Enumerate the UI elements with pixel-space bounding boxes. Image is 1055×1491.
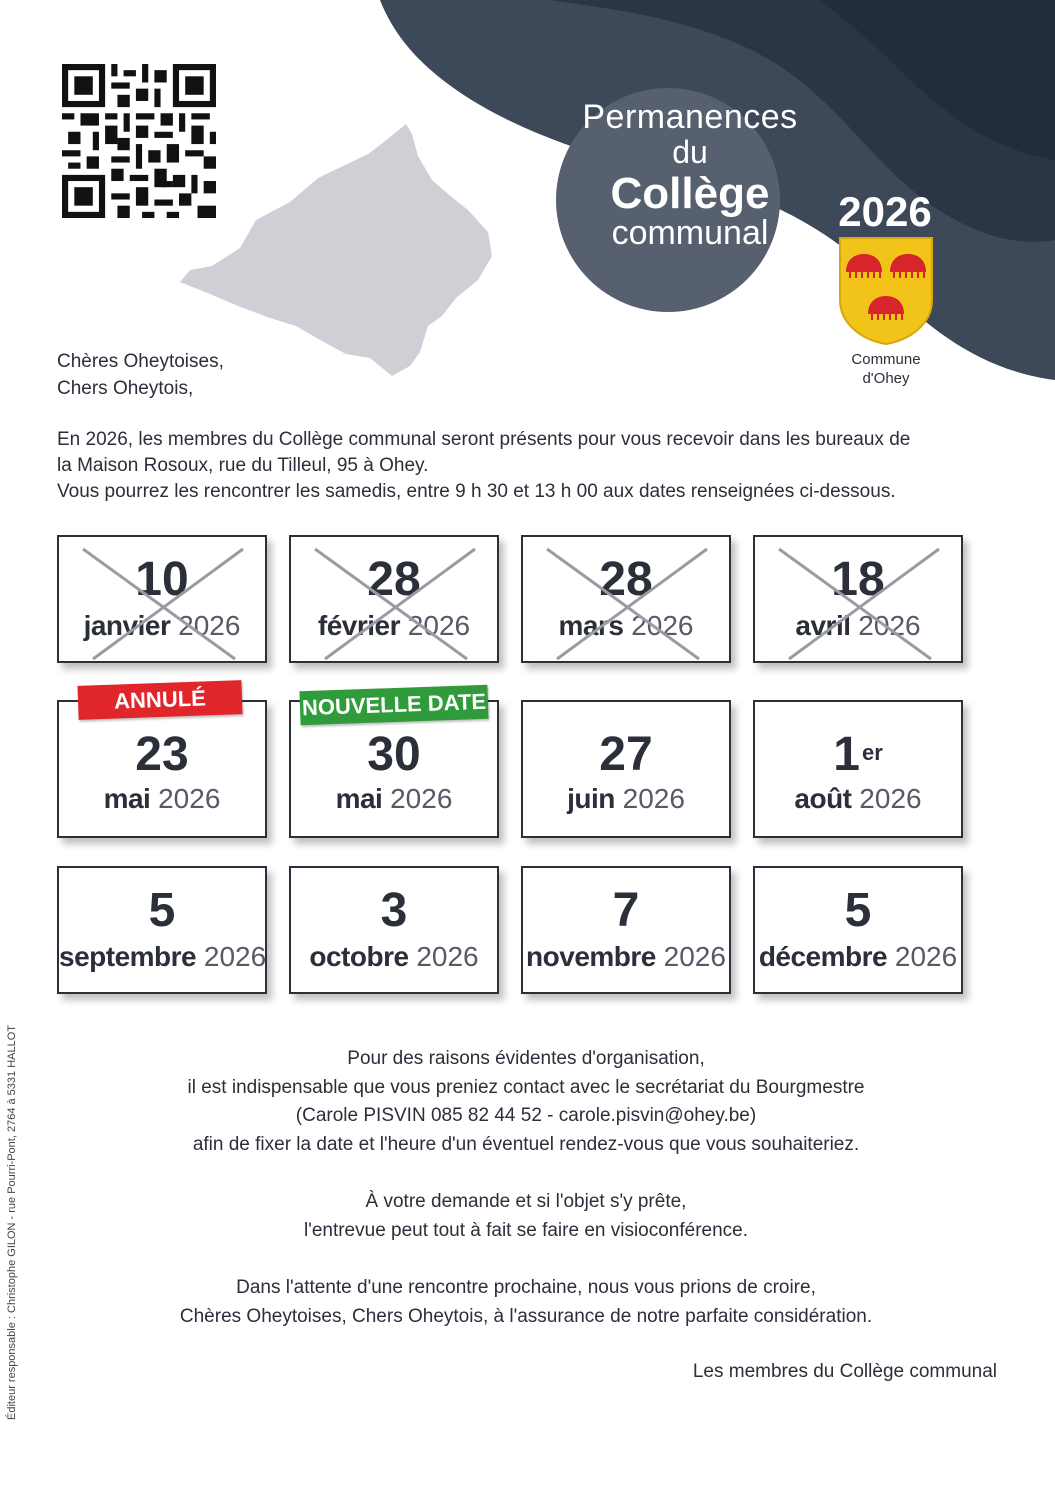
closing-paragraph-contact — [100, 1045, 952, 1159]
greeting-line1: Chères Oheytoises, — [57, 351, 224, 372]
date-day: 10 — [135, 553, 189, 606]
date-year: 2026 — [407, 610, 471, 641]
closing-line: l'entrevue peut tout à fait se faire en visioconférence. — [303, 1219, 749, 1241]
date-month-line — [523, 940, 729, 974]
date-month: septembre — [59, 941, 197, 972]
date-year: 2026 — [663, 941, 726, 972]
date-month-line — [59, 782, 265, 816]
date-month: octobre — [309, 941, 409, 972]
closing-paragraph-salutation — [100, 1274, 952, 1331]
title-line-du: du — [672, 134, 708, 170]
contact-line[interactable]: (Carole PISVIN 085 82 44 52 - carole.pisvin@ohey.be) — [295, 1105, 757, 1126]
cancelled-cross-icon — [755, 537, 961, 661]
date-card — [521, 866, 731, 994]
date-day: 23 — [135, 728, 189, 781]
closing-text — [100, 1045, 952, 1360]
date-month-line — [523, 782, 729, 816]
date-month: février — [317, 610, 401, 641]
closing-line: Chères Oheytoises, Chers Oheytois, à l'assurance de notre parfaite considération. — [179, 1305, 873, 1327]
date-day: 5 — [844, 884, 872, 937]
closing-line: il est indispensable que vous preniez contact avec le secrétariat du Bourgmestre — [187, 1076, 865, 1098]
date-month-line — [755, 782, 961, 816]
cancelled-cross-icon — [291, 537, 497, 661]
date-card — [753, 700, 963, 838]
date-year: 2026 — [416, 941, 479, 972]
date-year: 2026 — [858, 610, 921, 641]
cancelled-badge: ANNULÉ — [77, 680, 242, 720]
date-card — [753, 535, 963, 663]
cancelled-cross-icon — [523, 537, 729, 661]
date-day: 3 — [380, 884, 408, 937]
date-day: 30 — [367, 728, 421, 781]
new-date-badge: NOUVELLE DATE — [299, 685, 488, 726]
commune-label-line2: d'Ohey — [862, 370, 910, 387]
title-line-college: Collège — [610, 169, 770, 218]
date-day: 28 — [599, 553, 653, 606]
commune-label — [830, 350, 942, 388]
date-card — [521, 535, 731, 663]
date-card — [753, 866, 963, 994]
date-year: 2026 — [178, 610, 241, 641]
date-card — [289, 535, 499, 663]
responsible-editor-note: Éditeur responsable : Christophe GILON - rue Pourri-Pont, 2764 à 5331 HALLOT — [6, 1025, 18, 1420]
date-day: 1 — [833, 728, 860, 781]
signature: Les membres du Collège communal — [692, 1361, 997, 1382]
date-card — [289, 866, 499, 994]
date-month-line — [291, 782, 497, 816]
greeting-line2: Chers Oheytois, — [57, 378, 194, 399]
date-month: mars — [558, 610, 624, 641]
poster-title — [560, 100, 820, 250]
date-day: 5 — [148, 884, 176, 937]
closing-line: À votre demande et si l'objet s'y prête, — [365, 1191, 687, 1212]
date-month-line — [291, 940, 497, 974]
intro-line1: En 2026, les membres du Collège communal seront présents pour vous recevoir dans les bureaux de — [57, 429, 911, 450]
date-month: novembre — [526, 941, 656, 972]
greeting — [57, 348, 224, 402]
date-month: août — [794, 783, 852, 814]
date-year: 2026 — [390, 783, 453, 814]
intro-line3: Vous pourrez les rencontrer les samedis, entre 9 h 30 et 13 h 00 aux dates renseignées ci-dessous. — [57, 481, 896, 502]
date-month: mai — [103, 783, 151, 814]
date-day: 27 — [599, 728, 653, 781]
date-card — [521, 700, 731, 838]
date-day: 18 — [831, 553, 885, 606]
commune-label-line1: Commune — [851, 351, 921, 368]
date-month: mai — [335, 783, 383, 814]
date-year: 2026 — [203, 941, 267, 972]
title-line-permanences: Permanences — [582, 98, 798, 136]
date-day: 28 — [367, 553, 421, 606]
date-year: 2026 — [158, 783, 221, 814]
date-year: 2026 — [622, 783, 685, 814]
ohey-coat-of-arms-icon — [838, 236, 934, 346]
date-month-line — [755, 940, 961, 974]
date-day-superscript: er — [861, 740, 883, 765]
closing-paragraph-visio — [100, 1188, 952, 1245]
date-year: 2026 — [894, 941, 958, 972]
date-card — [57, 535, 267, 663]
date-month-line — [59, 940, 265, 974]
date-day-line — [755, 730, 961, 780]
intro-paragraph — [57, 427, 987, 505]
date-year: 2026 — [859, 783, 922, 814]
date-card — [57, 866, 267, 994]
intro-line2: la Maison Rosoux, rue du Tilleul, 95 à Ohey. — [57, 455, 429, 476]
cancelled-cross-icon — [59, 537, 265, 661]
date-day: 7 — [612, 884, 640, 937]
date-month: juin — [567, 783, 615, 814]
commune-map-silhouette — [170, 120, 500, 380]
date-year: 2026 — [631, 610, 694, 641]
date-card — [57, 700, 267, 838]
closing-line: Pour des raisons évidentes d'organisation, — [347, 1048, 705, 1069]
date-month: janvier — [83, 610, 171, 641]
closing-line: Dans l'attente d'une rencontre prochaine, nous vous prions de croire, — [236, 1277, 816, 1298]
date-month: avril — [795, 610, 851, 641]
year-heading: 2026 — [838, 188, 932, 235]
title-line-communal: communal — [611, 214, 769, 252]
closing-line: afin de fixer la date et l'heure d'un éventuel rendez-vous que vous souhaiteriez. — [192, 1133, 860, 1155]
date-month: décembre — [758, 941, 888, 972]
